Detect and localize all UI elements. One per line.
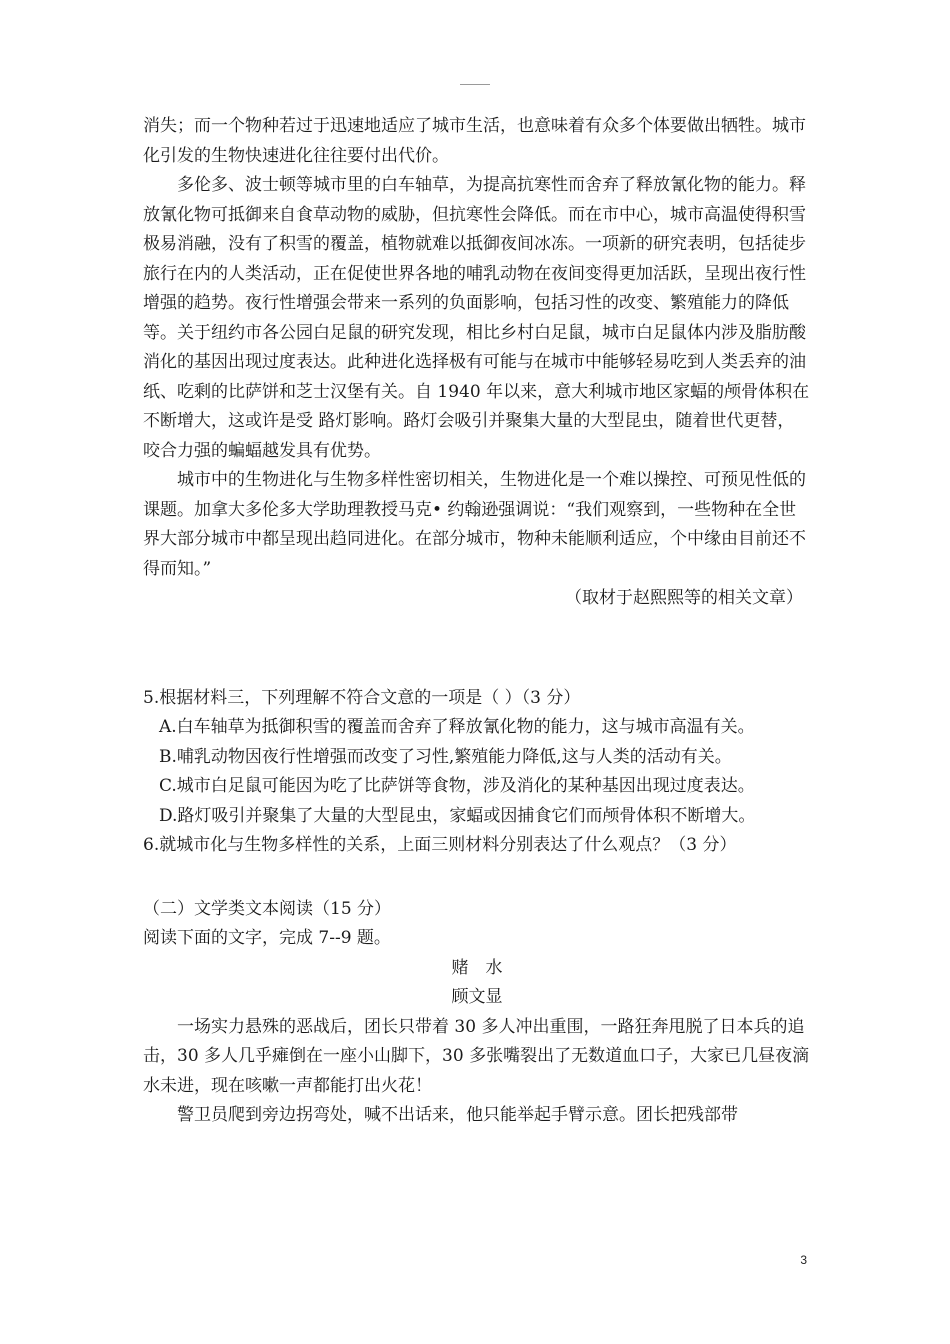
question-5-option-a: A.白车轴草为抵御积雪的覆盖而舍弃了释放氰化物的能力，这与城市高温有关。 (159, 717, 755, 737)
question-6: 6.就城市化与生物多样性的关系，上面三则材料分别表达了什么观点？（3 分） (143, 835, 737, 855)
material3-paragraph-evolution: 城市中的生物进化与生物多样性密切相关，生物进化是一个难以操控、可预见性低的课题。加拿大多伦多大学助理教授马克• 约翰逊强调说：“我们观察到，一些物种在全世界大部分城市中都呈现出趋同进化。在部分城市，物种未能顺利适应，个中缘由目前还不得而知。” (143, 470, 806, 579)
page-content (143, 112, 811, 1131)
story-paragraph-2: 警卫员爬到旁边拐弯处，喊不出话来，他只能举起手臂示意。团长把残部带 (177, 1105, 738, 1125)
story-title: 赌 水 (451, 957, 503, 978)
question-5-option-b: B.哺乳动物因夜行性增强而改变了习性,繁殖能力降低,这与人类的活动有关。 (159, 746, 732, 767)
source-citation: （取材于赵熙熙等的相关文章） (565, 588, 803, 608)
spacer (143, 861, 811, 895)
question-5-option-d: D.路灯吸引并聚集了大量的大型昆虫，家蝠或因捕食它们而颅骨体积不断增大。 (159, 805, 756, 826)
material3-paragraph-continued: 消失；而一个物种若过于迅速地适应了城市生活，也意味着有众多个体要做出牺牲。城市化引发的生物快速进化往往要付出代价。 (143, 116, 806, 166)
story-author: 顾文显 (451, 987, 503, 1007)
spacer (143, 614, 811, 684)
material3-paragraph-clover: 多伦多、波士顿等城市里的白车轴草，为提高抗寒性而舍弃了释放氰化物的能力。释放氰化物可抵御来自食草动物的威胁，但抗寒性会降低。而在市中心，城市高温使得积雪极易消融，没有了积雪的覆盖，植物就难以抵御夜间冰冻。一项新的研究表明，包括徒步旅行在内的人类活动，正在促使世界各地的哺乳动物在夜间变得更加活跃，呈现出夜行性增强的趋势。夜行性增强会带来一系列的负面影响，包括习性的改变、繁殖能力的降低等。关于纽约市各公园白足鼠的研究发现，相比乡村白足鼠，城市白足鼠体内涉及脂肪酸消化的基因出现过度表达。此种进化选择极有可能与在城市中能够轻易吃到人类丢弃的油纸、吃剩的比萨饼和芝士汉堡有关。自 1940 年以来，意大利城市地区家蝠的颅骨体积在不断增大，这或许是受 路灯影响。路灯会吸引并聚集大量的大型昆虫，随着世代更替，咬合力强的蝙蝠越发具有优势。 (143, 175, 810, 461)
section-heading: （二）文学类文本阅读（15 分） (143, 898, 392, 919)
story-paragraph-1: 一场实力悬殊的恶战后，团长只带着 30 多人冲出重围，一路狂奔甩脱了日本兵的追击，30 多人几乎瘫倒在一座小山脚下，30 多张嘴裂出了无数道血口子，大家已几昼夜滴水未进，现在咳嗽一声都能打出火花！ (143, 1016, 810, 1096)
page-number: 3 (800, 1253, 807, 1267)
section-instruction: 阅读下面的文字，完成 7--9 题。 (143, 928, 391, 948)
question-5: 5.根据材料三，下列理解不符合文意的一项是（ ）（3 分） (143, 687, 581, 708)
header-rule (460, 84, 490, 85)
question-5-option-c: C.城市白足鼠可能因为吃了比萨饼等食物，涉及消化的某种基因出现过度表达。 (159, 776, 755, 796)
